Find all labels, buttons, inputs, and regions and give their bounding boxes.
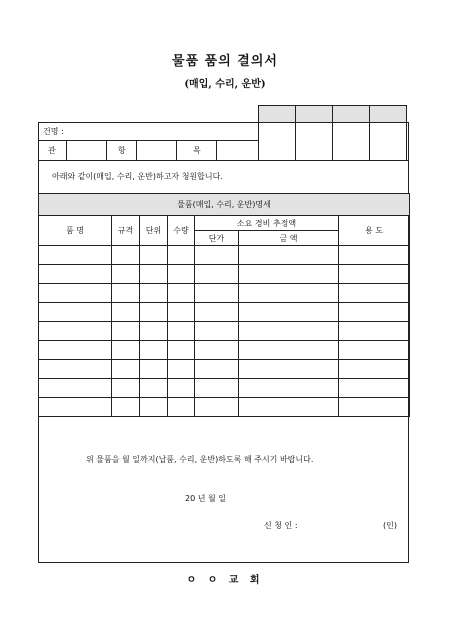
- approval-header-cell: [296, 106, 333, 123]
- col-qty-header: 수량: [168, 216, 195, 246]
- applicant-label: 신 청 인 :: [264, 521, 298, 530]
- mok-label: 목: [193, 146, 201, 155]
- table-row: [39, 360, 410, 379]
- col-amount-header: 금 액: [239, 231, 339, 246]
- date-line: 20 년 월 일: [185, 494, 226, 503]
- mok-field[interactable]: [217, 141, 258, 160]
- col-unit-header: 단위: [140, 216, 168, 246]
- item-section-title: 물품(매입, 수리, 운반)명세: [39, 194, 410, 216]
- document-subtitle: (매입, 수리, 운반): [184, 79, 266, 90]
- col-cost-group-header: 소요 경비 추정액: [195, 216, 339, 231]
- approval-header-cell: [333, 106, 370, 123]
- table-row: [39, 322, 410, 341]
- gwan-label: 관: [48, 146, 56, 155]
- request-text: 아래와 같이(매입, 수리, 운반)하고자 청원합니다.: [52, 172, 223, 181]
- document-title: 물품 품의 결의서: [172, 54, 278, 69]
- table-row: [39, 284, 410, 303]
- table-row: [39, 246, 410, 265]
- hang-field[interactable]: [137, 141, 176, 160]
- approval-header-cell: [370, 106, 407, 123]
- hang-label: 항: [118, 146, 126, 155]
- budget-row-divider: [38, 160, 409, 161]
- request-statement: 위 물품을 월 일까지(납품, 수리, 운반)하도록 해 주시기 바랍니다.: [86, 455, 314, 464]
- approval-header-cell: [259, 106, 296, 123]
- table-row: [39, 379, 410, 398]
- col-use-header: 용 도: [339, 216, 410, 246]
- table-row: [39, 398, 410, 417]
- col-unit-price-header: 단가: [195, 231, 239, 246]
- col-spec-header: 규격: [112, 216, 140, 246]
- church-name: ㅇ ㅇ 교 회: [186, 575, 264, 586]
- table-row: [39, 265, 410, 284]
- gwan-field[interactable]: [67, 141, 106, 160]
- seal-mark: (인): [383, 521, 397, 530]
- table-row: [39, 341, 410, 360]
- subject-label: 건명 :: [43, 127, 64, 136]
- table-row: [39, 303, 410, 322]
- item-table: [38, 193, 410, 417]
- col-item-header: 품 명: [39, 216, 112, 246]
